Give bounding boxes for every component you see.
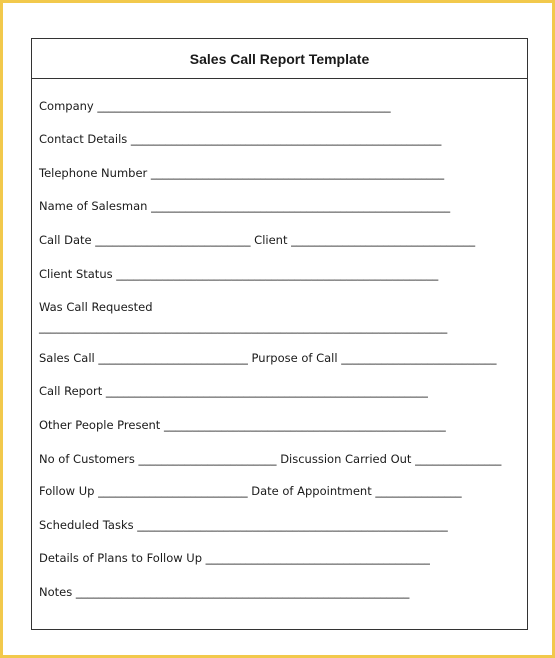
notes-field: Notes __________________________________________________________ bbox=[39, 585, 410, 599]
client-status-field: Client Status ________________________________________________________ bbox=[39, 267, 439, 281]
was-call-requested-label: Was Call Requested bbox=[39, 300, 153, 314]
contact-details-field: Contact Details ______________________________________________________ bbox=[39, 132, 442, 146]
plans-to-follow-up-field: Details of Plans to Follow Up _______________________________________ bbox=[39, 551, 430, 565]
company-field: Company ___________________________________________________ bbox=[39, 99, 391, 113]
was-call-requested-line: _______________________________________________________________________ bbox=[39, 320, 448, 334]
other-people-present-field: Other People Present _________________________________________________ bbox=[39, 418, 446, 432]
scheduled-tasks-field: Scheduled Tasks ______________________________________________________ bbox=[39, 518, 448, 532]
page-background bbox=[3, 3, 552, 655]
customers-discussion-field: No of Customers ________________________ Discussion Carried Out _______________ bbox=[39, 452, 502, 466]
call-date-client-field: Call Date ___________________________ Client ________________________________ bbox=[39, 233, 476, 247]
name-of-salesman-field: Name of Salesman ____________________________________________________ bbox=[39, 199, 451, 213]
form-title: Sales Call Report Template bbox=[189, 50, 370, 67]
telephone-number-field: Telephone Number ___________________________________________________ bbox=[39, 166, 445, 180]
title-row bbox=[32, 39, 527, 79]
sales-call-report-form bbox=[31, 38, 528, 630]
call-report-field: Call Report ________________________________________________________ bbox=[39, 384, 428, 398]
follow-up-appointment-field: Follow Up __________________________ Date of Appointment _______________ bbox=[39, 484, 462, 498]
sales-call-purpose-field: Sales Call __________________________ Purpose of Call ___________________________ bbox=[39, 351, 497, 365]
